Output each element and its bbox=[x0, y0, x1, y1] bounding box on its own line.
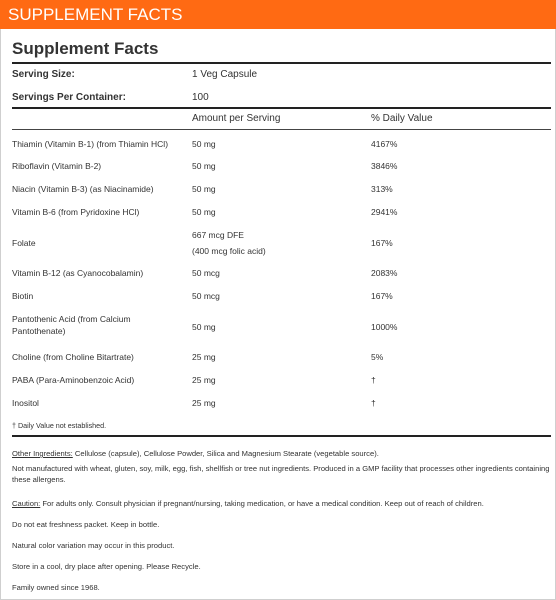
nutrient-dv: 167% bbox=[371, 291, 393, 301]
caution-line bbox=[12, 498, 552, 509]
allergen-statement: Not manufactured with wheat, gluten, soy, milk, egg, fish, shellfish or tree nut ingredients. Produced in a GMP facility that processes other ingredients containing these allergens. bbox=[12, 464, 550, 484]
nutrient-name: Riboflavin (Vitamin B-2) bbox=[12, 161, 102, 171]
nutrient-name: Vitamin B-6 (from Pyridoxine HCl) bbox=[12, 207, 140, 217]
serving-size-label: Serving Size: bbox=[12, 69, 75, 80]
divider bbox=[12, 62, 551, 64]
freshness-note: Do not eat freshness packet. Keep in bottle. bbox=[12, 520, 160, 529]
nutrient-name: Niacin (Vitamin B-3) (as Niacinamide) bbox=[12, 184, 154, 194]
caution-label: Caution: bbox=[12, 499, 41, 508]
nutrient-name: Choline (from Choline Bitartrate) bbox=[12, 352, 134, 362]
nutrient-amount bbox=[192, 229, 367, 257]
nutrient-amount-line: (400 mcg folic acid) bbox=[192, 246, 266, 256]
nutrient-dv: † bbox=[371, 398, 376, 408]
nutrient-dv: 2083% bbox=[371, 268, 398, 278]
facts-title: Supplement Facts bbox=[12, 39, 159, 58]
nutrient-amount-line: 667 mcg DFE bbox=[192, 230, 244, 240]
divider bbox=[12, 129, 551, 130]
family-owned-note: Family owned since 1968. bbox=[12, 583, 100, 592]
servings-value: 100 bbox=[192, 92, 209, 103]
caution-text: For adults only. Consult physician if pregnant/nursing, taking medication, or have a medical condition. Keep out of reach of children. bbox=[42, 499, 484, 508]
nutrient-amount: 50 mcg bbox=[192, 291, 220, 301]
divider bbox=[12, 435, 551, 437]
nutrient-amount: 50 mg bbox=[192, 322, 216, 332]
nutrient-name: Folate bbox=[12, 238, 36, 248]
banner-title: SUPPLEMENT FACTS bbox=[0, 0, 556, 29]
nutrient-name: Vitamin B-12 (as Cyanocobalamin) bbox=[12, 268, 144, 278]
nutrient-dv: 3846% bbox=[371, 161, 398, 171]
nutrient-name: Thiamin (Vitamin B-1) (from Thiamin HCl) bbox=[12, 139, 169, 149]
serving-size-value: 1 Veg Capsule bbox=[192, 69, 258, 80]
nutrient-dv: 167% bbox=[371, 238, 393, 248]
nutrient-name: Inositol bbox=[12, 398, 39, 408]
divider bbox=[12, 107, 551, 109]
col-dv-header: % Daily Value bbox=[371, 113, 433, 124]
nutrient-amount: 25 mg bbox=[192, 375, 216, 385]
ingredients-text: Cellulose (capsule), Cellulose Powder, Silica and Magnesium Stearate (vegetable source). bbox=[74, 449, 379, 458]
dv-note: † Daily Value not established. bbox=[12, 421, 107, 430]
nutrient-amount: 50 mg bbox=[192, 184, 216, 194]
nutrient-amount: 50 mg bbox=[192, 207, 216, 217]
servings-label: Servings Per Container: bbox=[12, 92, 126, 103]
nutrient-name: Pantothenic Acid (from Calcium Pantothenate) bbox=[12, 314, 131, 336]
nutrient-amount: 25 mg bbox=[192, 398, 216, 408]
nutrient-amount: 50 mg bbox=[192, 139, 216, 149]
supplement-facts-panel bbox=[0, 29, 556, 600]
nutrient-name: Biotin bbox=[12, 291, 34, 301]
nutrient-amount: 50 mg bbox=[192, 161, 216, 171]
nutrient-dv: 313% bbox=[371, 184, 393, 194]
nutrient-dv: 4167% bbox=[371, 139, 398, 149]
nutrient-dv: † bbox=[371, 375, 376, 385]
col-amount-header: Amount per Serving bbox=[192, 113, 281, 124]
storage-note: Store in a cool, dry place after opening. Please Recycle. bbox=[12, 562, 201, 571]
ingredients-label: Other Ingredients: bbox=[12, 449, 73, 458]
nutrient-amount: 25 mg bbox=[192, 352, 216, 362]
nutrient-name: PABA (Para-Aminobenzoic Acid) bbox=[12, 375, 135, 385]
nutrient-dv: 1000% bbox=[371, 322, 398, 332]
ingredients-line bbox=[12, 448, 552, 459]
nutrient-dv: 5% bbox=[371, 352, 384, 362]
color-variation-note: Natural color variation may occur in this product. bbox=[12, 541, 175, 550]
nutrient-dv: 2941% bbox=[371, 207, 398, 217]
nutrient-amount: 50 mcg bbox=[192, 268, 220, 278]
